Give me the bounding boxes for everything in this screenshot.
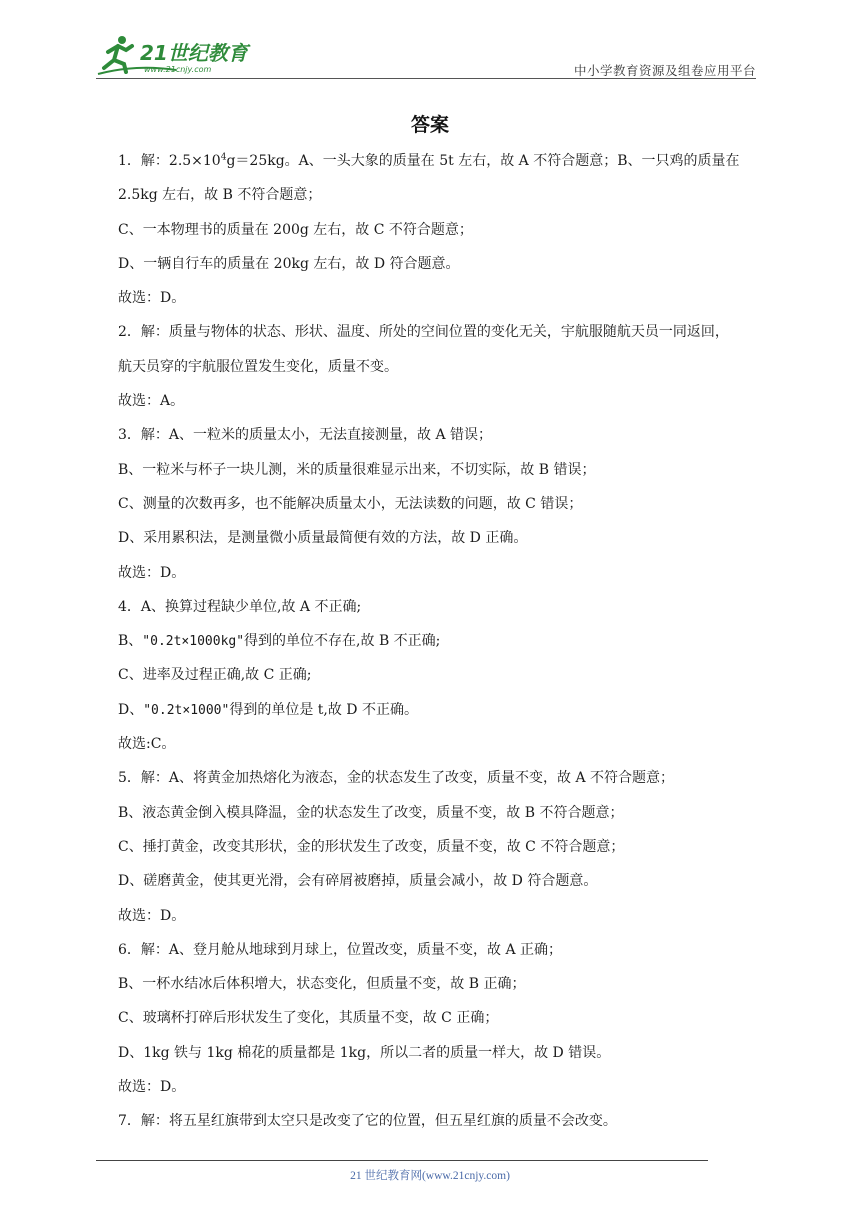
answer-line-text: 故选：D。 — [118, 1079, 186, 1096]
answer-line — [118, 868, 758, 902]
answer-line-text: 故选：D。 — [118, 564, 186, 581]
answer-line — [118, 1108, 758, 1142]
answer-line-text: 航天员穿的宇航服位置发生变化，质量不变。 — [118, 358, 398, 375]
answer-line — [118, 937, 758, 971]
answer-line-text: D、一辆自行车的质量在 20kg 左右，故 D 符合题意。 — [118, 255, 460, 272]
header-divider — [96, 78, 756, 79]
answer-line — [118, 354, 758, 388]
answer-line — [118, 422, 758, 456]
answer-line — [118, 388, 758, 422]
answer-line-text: 故选：D。 — [118, 907, 186, 924]
answer-line — [118, 971, 758, 1005]
platform-name: 中小学教育资源及组卷应用平台 — [573, 63, 756, 78]
answer-line — [118, 662, 758, 696]
answer-line — [118, 182, 758, 216]
answer-line-text: 3．解：A、一粒米的质量太小，无法直接测量，故 A 错误； — [118, 427, 493, 444]
answer-line-text: D、磋磨黄金，使其更光滑，会有碎屑被磨掉，质量会减小，故 D 符合题意。 — [118, 873, 598, 890]
answer-line — [118, 800, 758, 834]
answer-line — [118, 903, 758, 937]
footer-divider — [96, 1160, 708, 1161]
answer-line-sup: 4 — [220, 152, 227, 163]
answer-line-text: C、一本物理书的质量在 200g 左右，故 C 不符合题意； — [118, 221, 473, 238]
answer-line — [118, 731, 758, 765]
answer-line — [118, 765, 758, 799]
answer-line-text: 故选：D。 — [118, 290, 186, 307]
answer-body — [118, 148, 758, 1143]
page-header — [0, 0, 860, 90]
answer-line-pre: D、 — [118, 701, 144, 718]
answer-line — [118, 1005, 758, 1039]
answer-line-mono: "0.2t×1000" — [143, 702, 230, 718]
svg-text:21世纪教育: 21世纪教育 — [140, 41, 248, 65]
answer-line-text: D、1kg 铁与 1kg 棉花的质量都是 1kg，所以二者的质量一样大，故 D 错误。 — [118, 1044, 611, 1061]
answer-line — [118, 319, 758, 353]
answer-line-text: 5．解：A、将黄金加热熔化为液态，金的状态发生了改变，质量不变，故 A 不符合题意； — [118, 770, 675, 787]
answer-line — [118, 560, 758, 594]
answer-line — [118, 1040, 758, 1074]
answer-line-post: 得到的单位不存在,故 B 不正确; — [244, 633, 441, 650]
answer-line-pre: 1．解：2.5×10 — [118, 153, 221, 169]
answer-line-post: g＝25kg。A、一头大象的质量在 5t 左右，故 A 不符合题意；B、一只鸡的质量在 — [226, 153, 740, 169]
answer-line-text: D、采用累积法，是测量微小质量最简便有效的方法，故 D 正确。 — [118, 530, 528, 547]
logo-graphic — [96, 34, 266, 78]
answer-line — [118, 525, 758, 559]
answer-line — [118, 594, 758, 628]
answer-line — [118, 457, 758, 491]
answer-line-text: B、一杯水结冰后体积增大，状态变化，但质量不变，故 B 正确； — [118, 976, 526, 993]
answer-line-text: C、捶打黄金，改变其形状，金的形状发生了改变，质量不变，故 C 不符合题意； — [118, 838, 625, 855]
answer-line — [118, 628, 758, 662]
answer-line — [118, 217, 758, 251]
answer-line-text: 7．解：将五星红旗带到太空只是改变了它的位置，但五星红旗的质量不会改变。 — [118, 1113, 617, 1130]
answer-line — [118, 491, 758, 525]
page-title: 答案 — [410, 114, 449, 136]
answer-line-text: B、液态黄金倒入模具降温，金的状态发生了改变，质量不变，故 B 不符合题意； — [118, 804, 624, 821]
answer-line-text: 故选:C。 — [118, 736, 176, 753]
svg-text:www.21cnjy.com: www.21cnjy.com — [144, 65, 212, 74]
answer-line-text: C、玻璃杯打碎后形状发生了变化，其质量不变，故 C 正确； — [118, 1010, 499, 1027]
answer-line-text: C、测量的次数再多，也不能解决质量太小，无法读数的问题，故 C 错误； — [118, 495, 583, 512]
page-footer: 21 世纪教育网(www.21cnjy.com) — [350, 1170, 510, 1182]
answer-line — [118, 285, 758, 319]
answer-line-text: 故选：A。 — [118, 393, 185, 410]
answer-line — [118, 697, 758, 731]
answer-line — [118, 1074, 758, 1108]
answer-line-text: 6．解：A、登月舱从地球到月球上，位置改变，质量不变，故 A 正确； — [118, 941, 563, 958]
answer-line-mono: "0.2t×1000kg" — [142, 634, 245, 650]
answer-line-text: C、进率及过程正确,故 C 正确; — [118, 667, 312, 684]
answer-line — [118, 251, 758, 285]
answer-line-text: 2．解：质量与物体的状态、形状、温度、所处的空间位置的变化无关，宇航服随航天员一同返回， — [118, 324, 729, 341]
answer-line — [118, 148, 758, 182]
answer-line-text: 4．A、换算过程缺少单位,故 A 不正确; — [118, 598, 362, 615]
answer-line-text: B、一粒米与杯子一块儿测，米的质量很难显示出来，不切实际，故 B 错误； — [118, 461, 596, 478]
answer-line — [118, 834, 758, 868]
brand-logo — [96, 34, 266, 78]
answer-line-post: 得到的单位是 t,故 D 不正确。 — [229, 701, 418, 718]
answer-line-text: 2.5kg 左右，故 B 不符合题意； — [118, 187, 322, 204]
answer-line-pre: B、 — [118, 633, 143, 650]
